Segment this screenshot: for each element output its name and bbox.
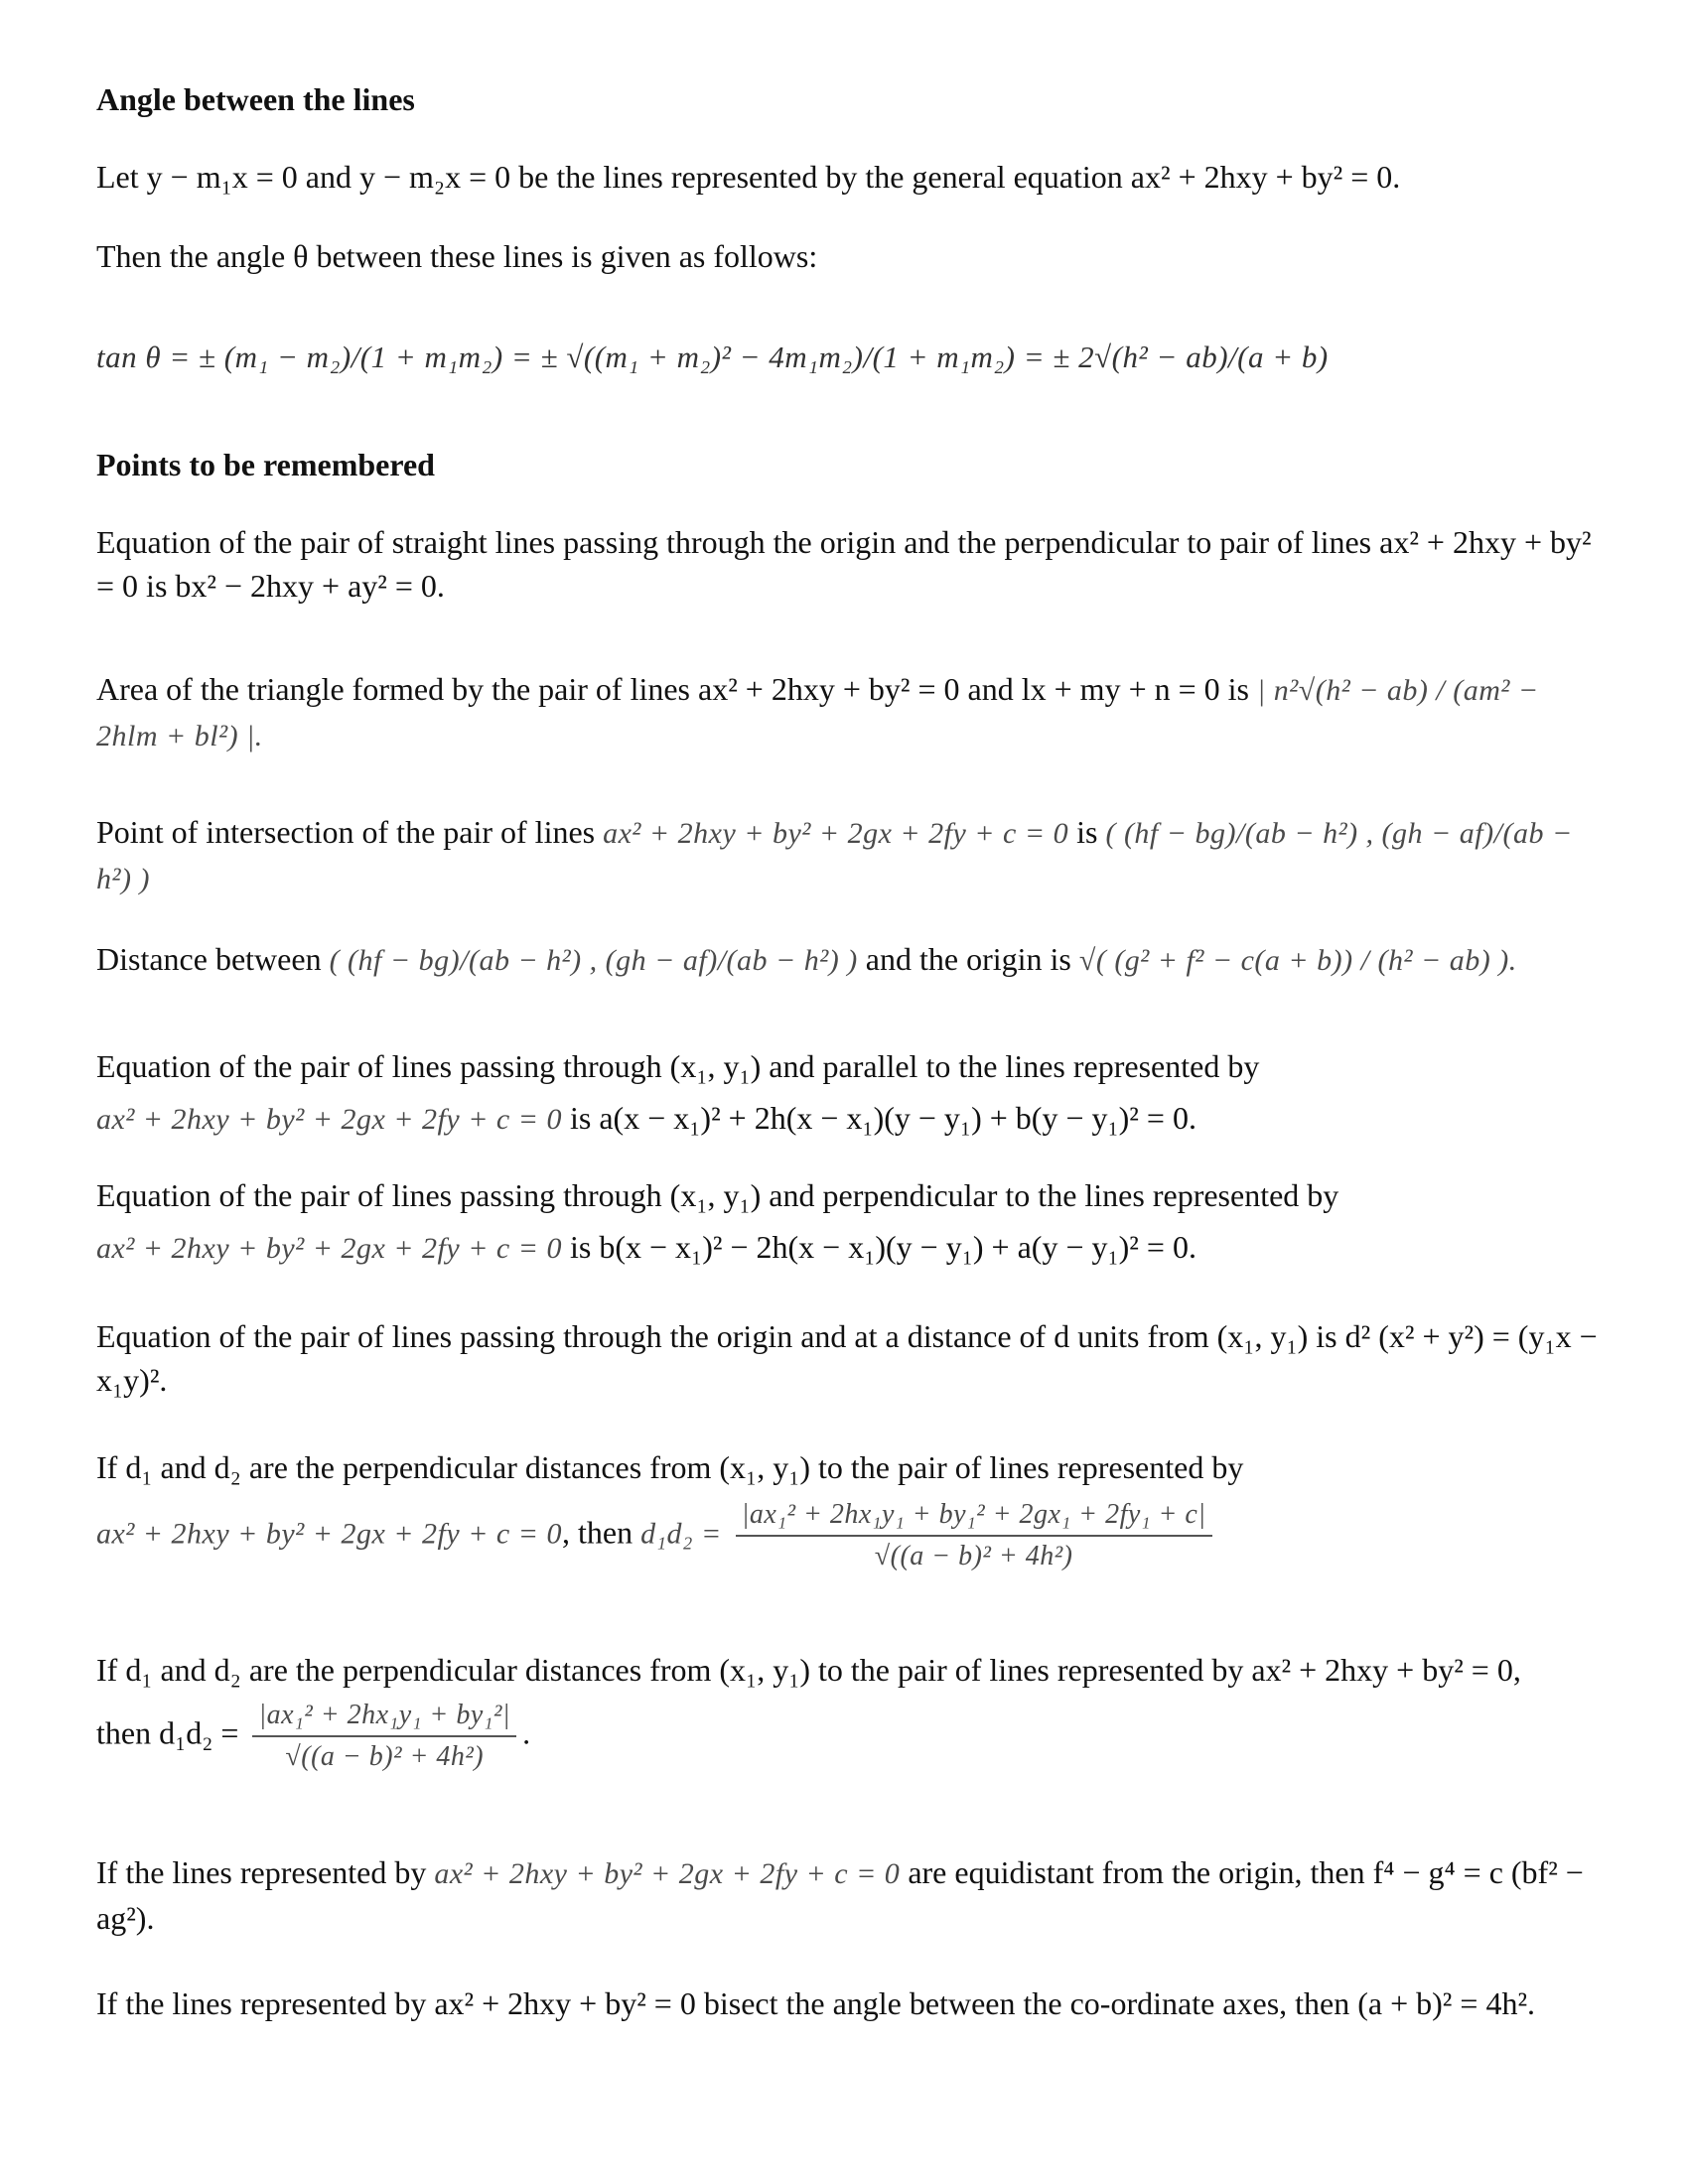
d1d2-numerator: |ax₁² + 2hx₁y₁ + by₁² + 2gx₁ + 2fy₁ + c| <box>736 1495 1212 1537</box>
point-perpendicular-lines <box>96 1173 1606 1271</box>
parallel-line1: Equation of the pair of lines passing through (x₁, y₁) and parallel to the lines represented by <box>96 1048 1260 1084</box>
distance-formula: √( (g² + f² − c(a + b)) / (h² − ab) ). <box>1078 944 1517 977</box>
heading-points-to-remember: Points to be remembered <box>96 447 435 482</box>
d1d2-fraction <box>736 1495 1212 1576</box>
point-triangle-area <box>96 667 1606 758</box>
d1d2h-fraction <box>252 1696 516 1777</box>
d1d2h-line1: If d₁ and d₂ are the perpendicular distances from (x₁, y₁) to the pair of lines represented by ax² + 2hxy + by² = 0, <box>96 1652 1521 1688</box>
d1d2h-numerator: |ax₁² + 2hx₁y₁ + by₁²| <box>252 1696 516 1737</box>
triangle-area-text: Area of the triangle formed by the pair of lines ax² + 2hxy + by² = 0 and lx + my + n = 0 is <box>96 671 1249 707</box>
d1d2h-then: then d₁d₂ = <box>96 1714 239 1751</box>
distance-text-a: Distance between <box>96 941 322 977</box>
parallel-equation: ax² + 2hxy + by² + 2gx + 2fy + c = 0 <box>96 1103 562 1136</box>
point-d1d2-homogeneous <box>96 1648 1606 1777</box>
d1d2-lhs: d₁d₂ = <box>640 1517 722 1551</box>
equidistant-text-a: If the lines represented by <box>96 1854 427 1890</box>
intersection-is: is <box>1076 814 1098 850</box>
d1d2-equation: ax² + 2hxy + by² + 2gx + 2fy + c = 0 <box>96 1517 562 1551</box>
distance-point: ( (hf − bg)/(ab − h²) , (gh − af)/(ab − h²) ) <box>329 944 858 977</box>
paragraph-angle-intro: Then the angle θ between these lines is given as follows: <box>96 238 818 274</box>
d1d2h-end: . <box>522 1714 531 1751</box>
paragraph-lines-definition: Let y − m₁x = 0 and y − m₂x = 0 be the lines represented by the general equation ax² + 2hxy + by² = 0. <box>96 159 1401 195</box>
point-d1d2-general <box>96 1445 1606 1576</box>
point-perpendicular-pair: Equation of the pair of straight lines passing through the origin and the perpendicular to pair of lines ax² + 2hxy + by² = 0 is bx² − 2hxy + ay² = 0. <box>96 524 1592 604</box>
perpendicular-result: is b(x − x₁)² − 2h(x − x₁)(y − y₁) + a(y − y₁)² = 0. <box>570 1229 1196 1265</box>
point-equidistant <box>96 1850 1606 1940</box>
intersection-formula: ( (hf − bg)/(ab − h²) , (gh − af)/(ab − h²) ) <box>96 817 1573 895</box>
d1d2h-denominator: √((a − b)² + 4h²) <box>285 1741 485 1772</box>
d1d2-line1: If d₁ and d₂ are the perpendicular distances from (x₁, y₁) to the pair of lines represented by <box>96 1449 1244 1485</box>
d1d2-denominator: √((a − b)² + 4h²) <box>874 1541 1073 1571</box>
equidistant-equation: ax² + 2hxy + by² + 2gx + 2fy + c = 0 <box>434 1857 901 1890</box>
equidistant-text-b: are equidistant from the origin, then f⁴ − g⁴ = c (bf² − ag²). <box>96 1854 1584 1936</box>
heading-angle-between-lines: Angle between the lines <box>96 81 415 117</box>
perpendicular-equation: ax² + 2hxy + by² + 2gx + 2fy + c = 0 <box>96 1232 562 1265</box>
point-intersection <box>96 810 1606 901</box>
perpendicular-line1: Equation of the pair of lines passing through (x₁, y₁) and perpendicular to the lines represented by <box>96 1177 1339 1213</box>
parallel-result: is a(x − x₁)² + 2h(x − x₁)(y − y₁) + b(y − y₁)² = 0. <box>570 1100 1196 1136</box>
point-distance-origin <box>96 937 1606 983</box>
point-distance-d: Equation of the pair of lines passing through the origin and at a distance of d units from (x₁, y₁) is d² (x² + y²) = (y₁x − x₁y)². <box>96 1318 1598 1398</box>
d1d2-then: , then <box>562 1514 633 1551</box>
distance-text-b: and the origin is <box>865 941 1071 977</box>
intersection-equation: ax² + 2hxy + by² + 2gx + 2fy + c = 0 <box>603 817 1069 850</box>
tan-theta-formula: tan θ = ± (m₁ − m₂)/(1 + m₁m₂) = ± √((m₁ + m₂)² − 4m₁m₂)/(1 + m₁m₂) = ± 2√(h² − ab)/(a + b) <box>96 340 1329 374</box>
point-bisect-axes: If the lines represented by ax² + 2hxy + by² = 0 bisect the angle between the co-ordinate axes, then (a + b)² = 4h². <box>96 1985 1536 2021</box>
intersection-text: Point of intersection of the pair of lines <box>96 814 596 850</box>
point-parallel-lines <box>96 1044 1606 1142</box>
triangle-area-formula: | n²√(h² − ab) / (am² − 2hlm + bl²) |. <box>96 674 1539 752</box>
